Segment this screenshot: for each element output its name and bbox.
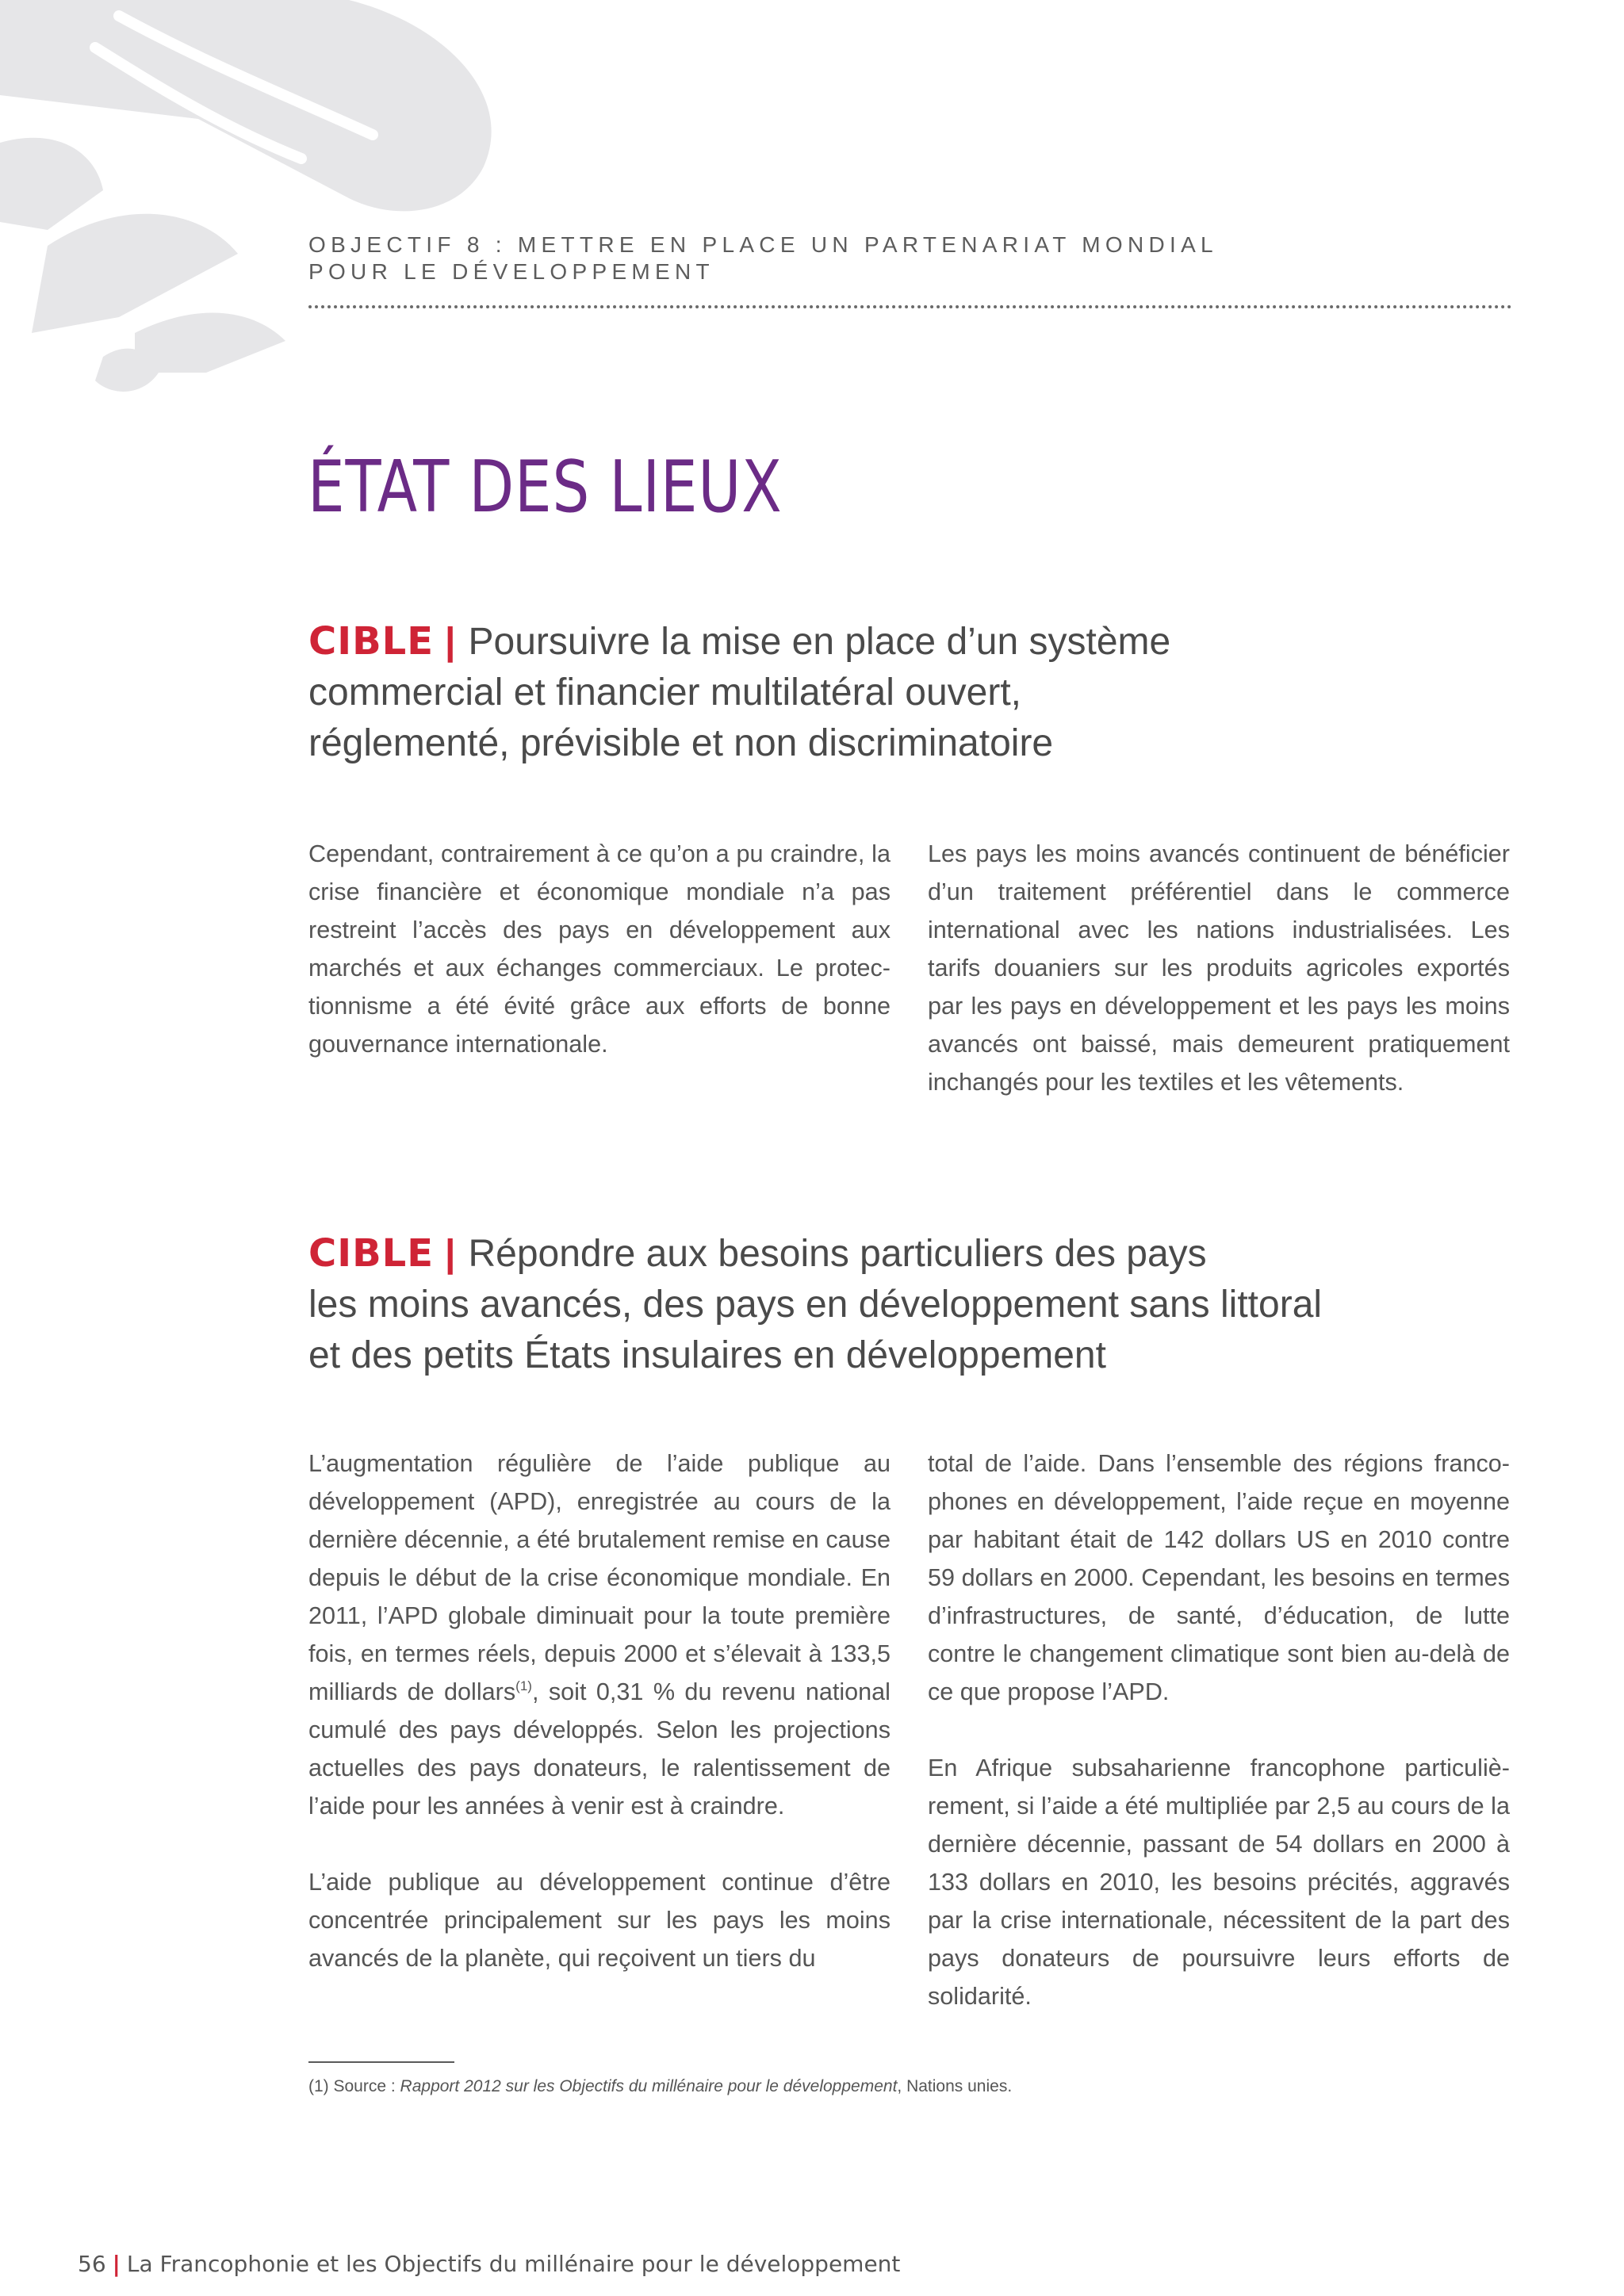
section-2-left-column (308, 1445, 891, 1977)
page-number: 56 (78, 2251, 106, 2277)
page-footer (78, 2251, 900, 2277)
body-text: L’augmentation régulière de l’aide publique au développement (APD), enregistrée au cours de la dernière décennie, a été brutalement remise en cause depuis le début de la crise économique mondiale. En 2011, l’APD globale diminuait pour la toute première fois, en termes réels, depuis 2000 et s’élevait à 133,5 milliards de dollars (308, 1450, 891, 1705)
page-title: ÉTAT DES LIEUX (308, 446, 783, 529)
body-paragraph (308, 1445, 891, 1825)
handshake-decoration-icon (0, 0, 508, 412)
target-heading-1-line-3: réglementé, prévisible et non discriminatoire (308, 722, 1054, 764)
footnote-rule (308, 2061, 454, 2063)
target-separator: | (445, 1233, 456, 1275)
footnote-reference: (1) (515, 1678, 532, 1693)
section-1-left-column (308, 835, 891, 1063)
footnote (308, 2076, 1012, 2098)
body-paragraph: Les pays les moins avancés continuent de bénéficier d’un traitement préférentiel dans le commerce international avec les nations industrialisées. Les tarifs douaniers sur les produits agricoles exportés par les pays en développement et les pays les moins avancés ont baissé, mais demeurent pratiquement inchangés pour les textiles et les vêtements. (928, 840, 1510, 1096)
target-heading-1-line-1 (308, 616, 1545, 668)
target-heading-text: Répondre aux besoins particuliers des pays (468, 1233, 1207, 1275)
target-heading-1-line-2: commercial et financier multilatéral ouvert, (308, 672, 1021, 714)
target-heading-text: Poursuivre la mise en place d’un système (468, 621, 1171, 663)
footnote-suffix: , Nations unies. (897, 2077, 1013, 2095)
objective-header (308, 232, 1514, 285)
footer-separator: | (112, 2251, 121, 2277)
target-heading-2-line-2: les moins avancés, des pays en développement sans littoral (308, 1284, 1323, 1326)
section-2-right-column (928, 1445, 1510, 2015)
objective-header-line-2: POUR LE DÉVELOPPEMENT (308, 259, 714, 284)
target-heading-2-line-1 (308, 1228, 1545, 1280)
target-heading-1 (308, 616, 1545, 769)
target-heading-2 (308, 1228, 1545, 1381)
section-1-right-column (928, 835, 1510, 1101)
target-tag: CIBLE (308, 619, 435, 664)
body-paragraph: total de l’aide. Dans l’ensemble des régions francophones en développement, l’aide reçue en moyenne par habitant était de 142 dollars US en 2010 contre 59 dollars en 2000. Cependant, les besoins en termes d’infrastructures, de santé, d’éducation, de lutte contre le changement climatique sont bien au-delà de ce que propose l’APD. (928, 1450, 1510, 1705)
target-heading-2-line-3: et des petits États insulaires en développement (308, 1334, 1106, 1376)
body-paragraph: L’aide publique au développement continue d’être concentrée principalement sur les pays les moins avancés de la planète, qui reçoivent un tiers du (308, 1869, 891, 1972)
running-title: La Francophonie et les Objectifs du millénaire pour le développement (126, 2251, 901, 2277)
footnote-source-title: Rapport 2012 sur les Objectifs du millénaire pour le développement (400, 2077, 898, 2095)
body-paragraph: En Afrique subsaharienne francophone particulièrement, si l’aide a été multipliée par 2,5 au cours de la dernière décennie, passant de 54 dollars en 2000 à 133 dollars en 2010, les besoins précités, aggravés par la crise internationale, nécessitent de la part des pays donateurs de poursuivre leurs efforts de solidarité. (928, 1755, 1510, 2010)
dotted-divider (308, 305, 1512, 308)
body-paragraph: Cependant, contrairement à ce qu’on a pu craindre, la crise financière et économique mondiale n’a pas restreint l’accès des pays en développement aux marchés et aux échanges commerciaux. Le protectionnisme a été évité grâce aux efforts de bonne gouvernance internationale. (308, 840, 891, 1058)
objective-header-line-1: OBJECTIF 8 : METTRE EN PLACE UN PARTENARIAT MONDIAL (308, 232, 1218, 257)
body-text: , soit 0,31 % du revenu national cumulé des pays développés. Selon les projections actuelles des pays donateurs, le ralentissement de l’aide pour les années à venir est à craindre. (308, 1678, 891, 1820)
footnote-prefix: (1) Source : (308, 2077, 400, 2095)
target-tag: CIBLE (308, 1231, 435, 1276)
target-separator: | (445, 621, 456, 663)
